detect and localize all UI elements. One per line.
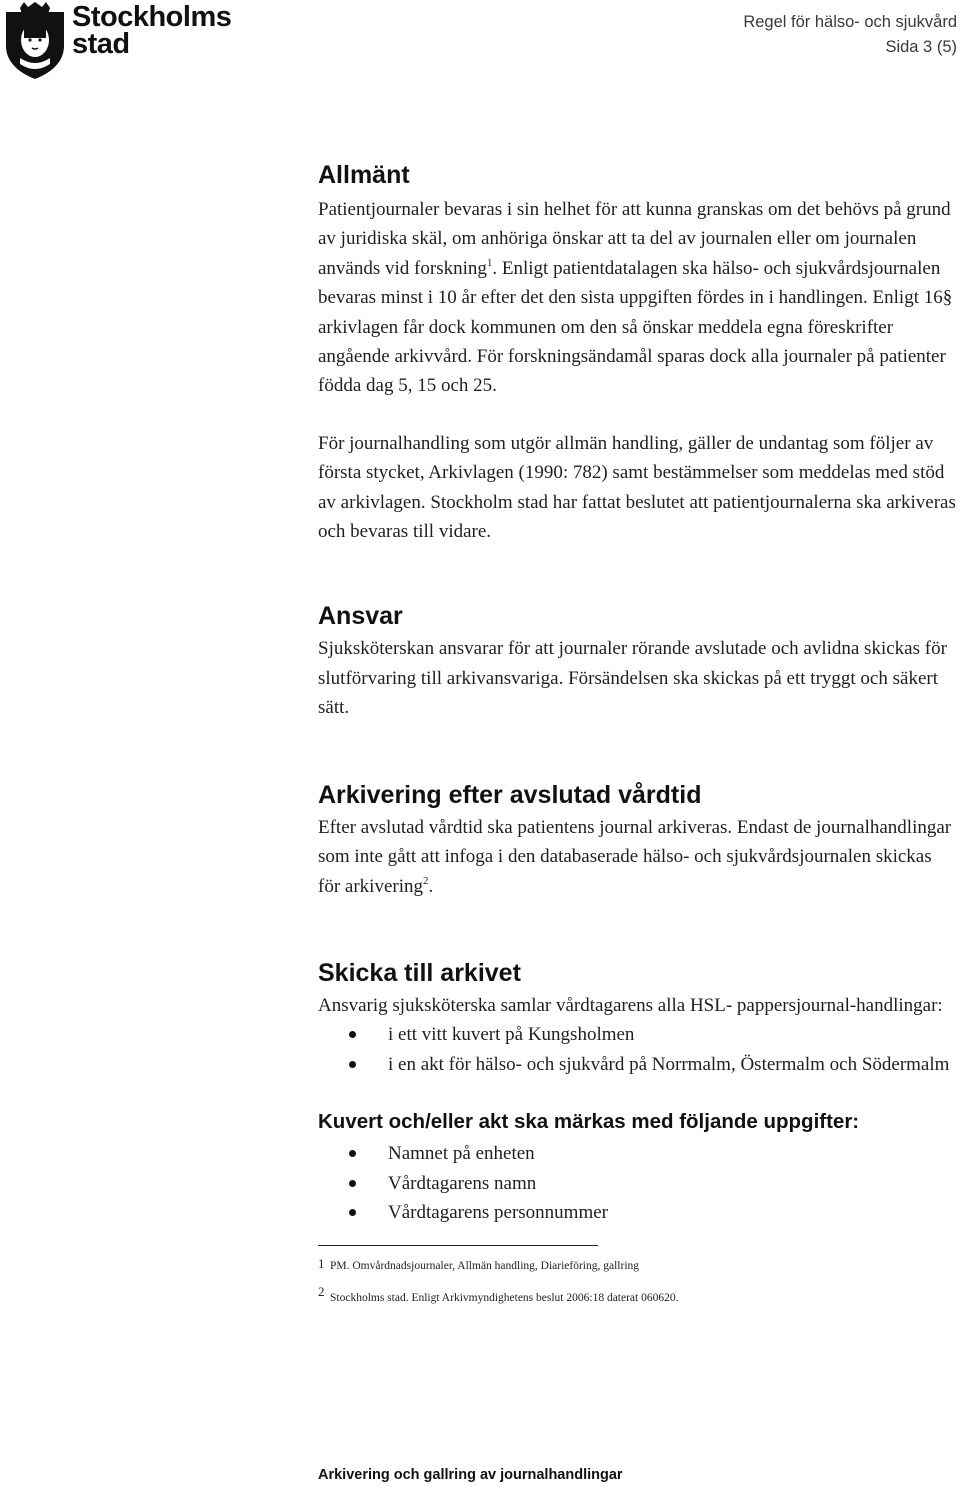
footnote-number: 1 xyxy=(318,1256,325,1272)
paragraph-text: Efter avslutad vårdtid ska patientens journal arkiveras. Endast de journalhandlingar som inte gått att infoga i den databaserade hälso- och sjukvårdsjournalen skickas för arkivering xyxy=(318,816,952,897)
footnote-2 xyxy=(318,1284,958,1312)
list-item: i en akt för hälso- och sjukvård på Norrmalm, Östermalm och Södermalm xyxy=(318,1050,958,1079)
list-kuvert xyxy=(318,1139,958,1227)
footnote-number: 2 xyxy=(318,1284,325,1300)
stockholm-stad-logo xyxy=(2,2,231,80)
heading-allmant: Allmänt xyxy=(318,161,410,189)
heading-arkivering: Arkivering efter avslutad vårdtid xyxy=(318,780,702,809)
paragraph-arkivering-1 xyxy=(318,813,958,901)
paragraph-ansvar-1: Sjuksköterskan ansvarar för att journaler rörande avslutade och avlidna skickas för slutförvaring till arkivansvariga. Försändelsen ska skickas på ett tryggt och säkert sätt. xyxy=(318,638,947,719)
footnote-ref-1: 1 xyxy=(486,256,493,269)
list-item: i ett vitt kuvert på Kungsholmen xyxy=(318,1020,958,1049)
document-body xyxy=(318,161,958,1312)
logo-line-2: stad xyxy=(72,28,130,60)
page-footer: Arkivering och gallring av journalhandlingar xyxy=(318,1467,623,1483)
list-item: Namnet på enheten xyxy=(318,1139,958,1168)
paragraph-allmant-1 xyxy=(318,195,958,401)
paragraph-allmant-2: För journalhandling som utgör allmän handling, gäller de undantag som följer av första stycket, Arkivlagen (1990: 782) samt bestämmelser som meddelas med stöd av arkivlagen. Stockholm stad har fattat beslutet att patientjournalerna ska arkiveras och bevaras till vidare. xyxy=(318,432,956,543)
footnote-text: PM. Omvårdnadsjournaler, Allmän handling, Diarieföring, gallring xyxy=(330,1260,640,1273)
heading-ansvar: Ansvar xyxy=(318,602,403,631)
stockholm-crest-icon xyxy=(2,2,68,80)
list-item: Vårdtagarens namn xyxy=(318,1169,958,1198)
footnote-ref-2: 2 xyxy=(422,874,429,887)
list-item: Vårdtagarens personnummer xyxy=(318,1198,958,1227)
footnote-1 xyxy=(318,1256,958,1284)
heading-kuvert: Kuvert och/eller akt ska märkas med följande uppgifter: xyxy=(318,1110,860,1134)
paragraph-text: . xyxy=(428,875,434,897)
footnote-text: Stockholms stad. Enligt Arkivmyndighetens beslut 2006:18 daterat 060620. xyxy=(330,1292,679,1305)
paragraph-skicka-1: Ansvarig sjuksköterska samlar vårdtagarens alla HSL- pappersjournal-handlingar: xyxy=(318,994,943,1016)
paragraph-text: Patientjournaler bevaras i sin helhet för att kunna granskas om det behövs på grund av juridiska skäl, om anhöriga önskar att ta del av journalen eller om journalen används vid forskning xyxy=(318,199,951,279)
footnote-divider xyxy=(318,1245,598,1246)
logo-line-1: Stockholms xyxy=(72,1,232,33)
list-skicka xyxy=(318,1020,958,1079)
page-number: Sida 3 (5) xyxy=(885,38,957,56)
heading-skicka: Skicka till arkivet xyxy=(318,958,521,987)
document-title: Regel för hälso- och sjukvård xyxy=(743,13,957,31)
page-header-right xyxy=(743,10,957,60)
paragraph-text: . Enligt patientdatalagen ska hälso- och sjukvårdsjournalen bevaras minst i 10 år efter det den sista uppgiften fördes in i handlingen. Enligt 16§ arkivlagen får dock kommunen om den så önskar meddela egna föreskrifter angående arkivvård. För forskningsändamål sparas dock alla journaler på patienter födda dag 5, 15 och 25. xyxy=(318,257,953,397)
